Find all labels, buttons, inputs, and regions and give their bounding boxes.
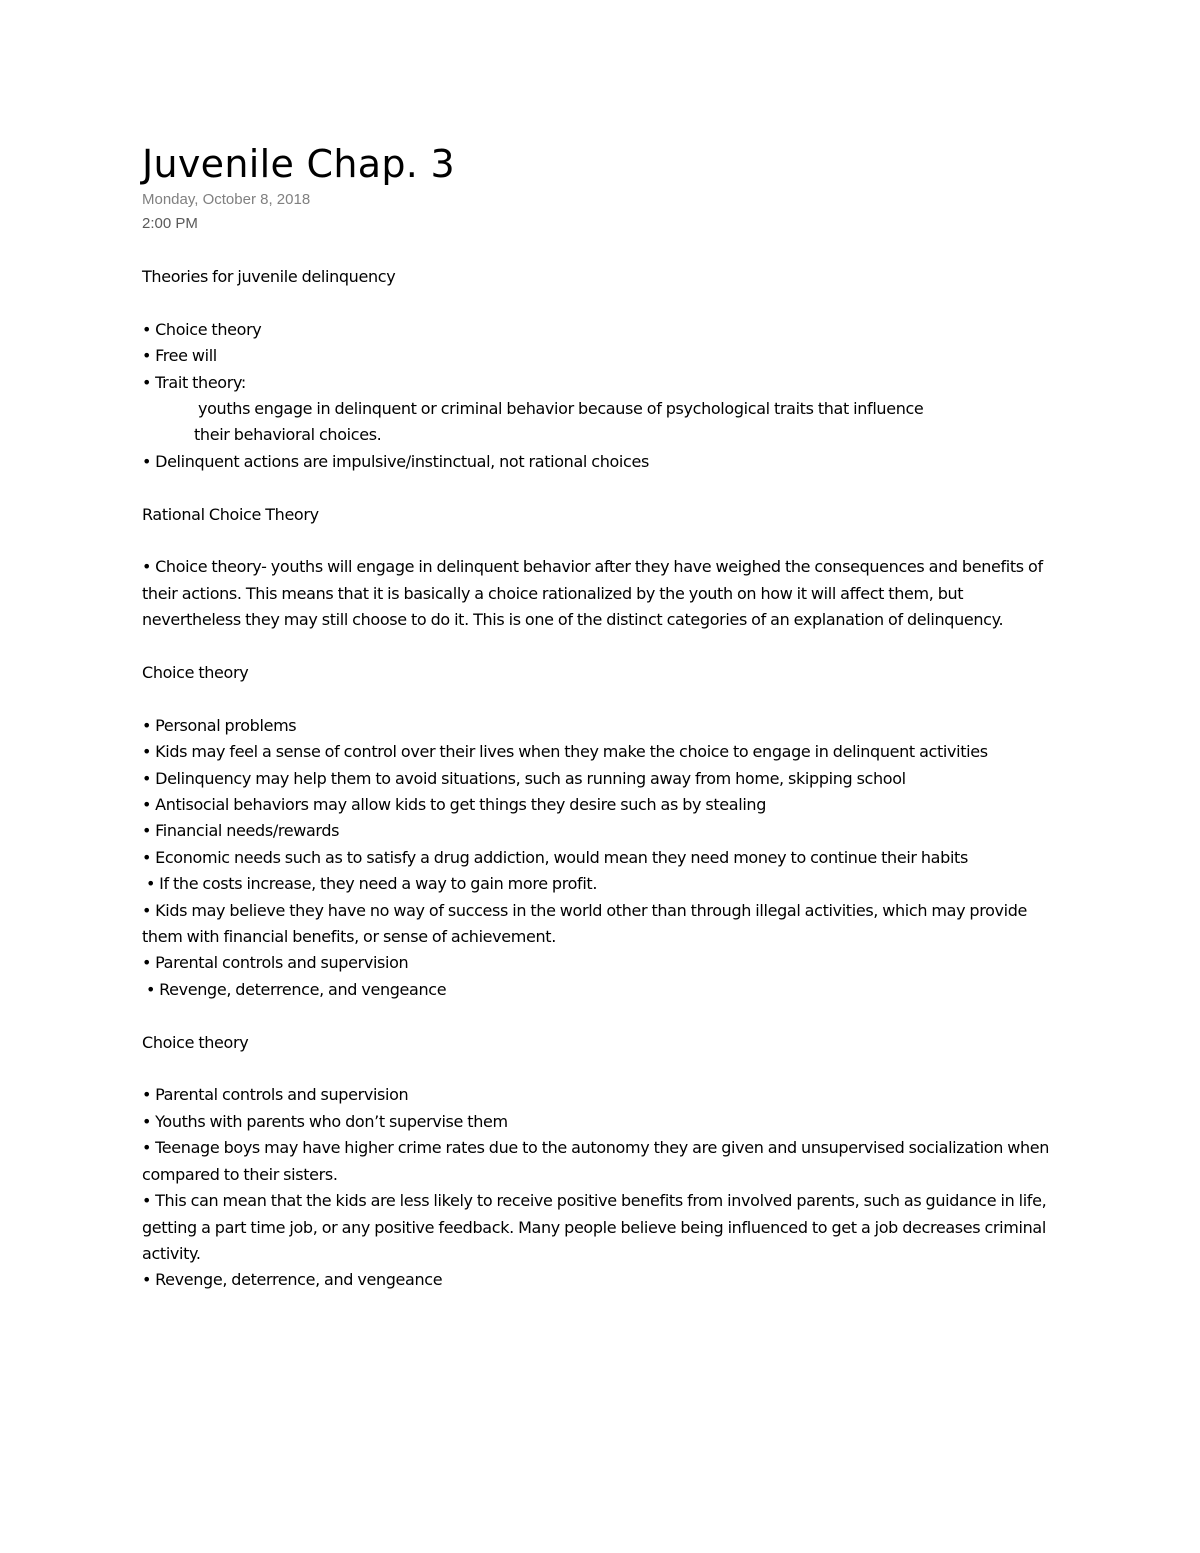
bullet-icon: • (142, 900, 152, 920)
trait-definition-line-2: their behavioral choices. (194, 425, 382, 445)
list-item: • Personal problems (142, 715, 297, 735)
list-item: • Parental controls and supervision (142, 953, 409, 973)
bullet-icon: • (142, 1111, 152, 1131)
list-item: • Delinquency may help them to avoid situations, such as running away from home, skipping school (142, 768, 906, 788)
bullet-icon: • (142, 768, 152, 788)
bullet-icon: • (146, 979, 156, 999)
section-heading-theories: Theories for juvenile delinquency (142, 267, 396, 286)
bullet-icon: • (142, 1270, 152, 1290)
page-title: Juvenile Chap. 3 (142, 142, 455, 186)
list-item: • Delinquent actions are impulsive/instinctual, not rational choices (142, 451, 649, 471)
bullet-icon: • (142, 953, 152, 973)
list-item: • If the costs increase, they need a way to gain more profit. (146, 874, 598, 894)
bullet-icon: • (142, 372, 152, 392)
choice-theory-list-1 (142, 713, 1062, 1003)
bullet-icon: • (142, 557, 152, 577)
bullet-icon: • (142, 847, 152, 867)
section-heading-choice-theory-2: Choice theory (142, 1032, 249, 1052)
bullet-icon: • (146, 874, 156, 894)
note-page (142, 140, 1062, 1294)
list-item: • Antisocial behaviors may allow kids to get things they desire such as by stealing (142, 795, 767, 815)
list-item: • Youths with parents who don’t supervise them (142, 1111, 508, 1131)
bullet-icon: • (142, 742, 152, 762)
bullet-icon: • (142, 715, 152, 735)
bullet-icon: • (142, 346, 152, 366)
bullet-icon: • (142, 451, 152, 471)
list-item: • Revenge, deterrence, and vengeance (142, 1270, 443, 1290)
bullet-icon: • (142, 821, 152, 841)
section-heading-choice-theory-1: Choice theory (142, 663, 249, 683)
rational-choice-paragraph: • Choice theory- youths will engage in delinquent behavior after they have weighed the consequences and benefits of their actions. This means that it is basically a choice rationalized by the youth on how it will affect them, but nevertheless they may still choose to do it. This is one of the distinct categories of an explanation of delinquency. (142, 557, 1043, 630)
list-item: • Parental controls and supervision (142, 1085, 409, 1105)
list-item: • Free will (142, 346, 217, 366)
list-item: • Kids may feel a sense of control over their lives when they make the choice to engage in delinquent activities (142, 742, 988, 762)
note-metadata (142, 188, 1062, 236)
list-item: • Teenage boys may have higher crime rates due to the autonomy they are given and unsupervised socialization when compared to their sisters. (142, 1138, 1050, 1184)
list-item: • Kids may believe they have no way of success in the world other than through illegal activities, which may provide them with financial benefits, or sense of achievement. (142, 900, 1028, 947)
note-body (142, 264, 1062, 1294)
bullet-icon: • (142, 1191, 152, 1211)
choice-theory-list-2 (142, 1082, 1062, 1293)
list-subitem (142, 396, 1062, 449)
trait-definition-line-1: youths engage in delinquent or criminal behavior because of psychological traits that influence (198, 399, 924, 419)
bullet-icon: • (142, 1085, 152, 1105)
list-item: • Choice theory (142, 319, 262, 339)
bullet-icon: • (142, 1138, 152, 1158)
section-heading-rational-choice: Rational Choice Theory (142, 504, 319, 524)
note-date: Monday, October 8, 2018 (142, 191, 311, 208)
bullet-icon: • (142, 795, 152, 815)
list-item: • Trait theory: (142, 372, 246, 392)
list-item: • Financial needs/rewards (142, 821, 340, 841)
bullet-icon: • (142, 319, 152, 339)
list-item: • Revenge, deterrence, and vengeance (146, 979, 447, 999)
list-item: • This can mean that the kids are less likely to receive positive benefits from involved parents, such as guidance in life, getting a part time job, or any positive feedback. Many people believe being influenced to get a job decreases criminal activity. (142, 1191, 1047, 1263)
theories-list (142, 317, 1062, 475)
list-item: • Economic needs such as to satisfy a drug addiction, would mean they need money to continue their habits (142, 847, 968, 867)
note-time: 2:00 PM (142, 215, 198, 232)
